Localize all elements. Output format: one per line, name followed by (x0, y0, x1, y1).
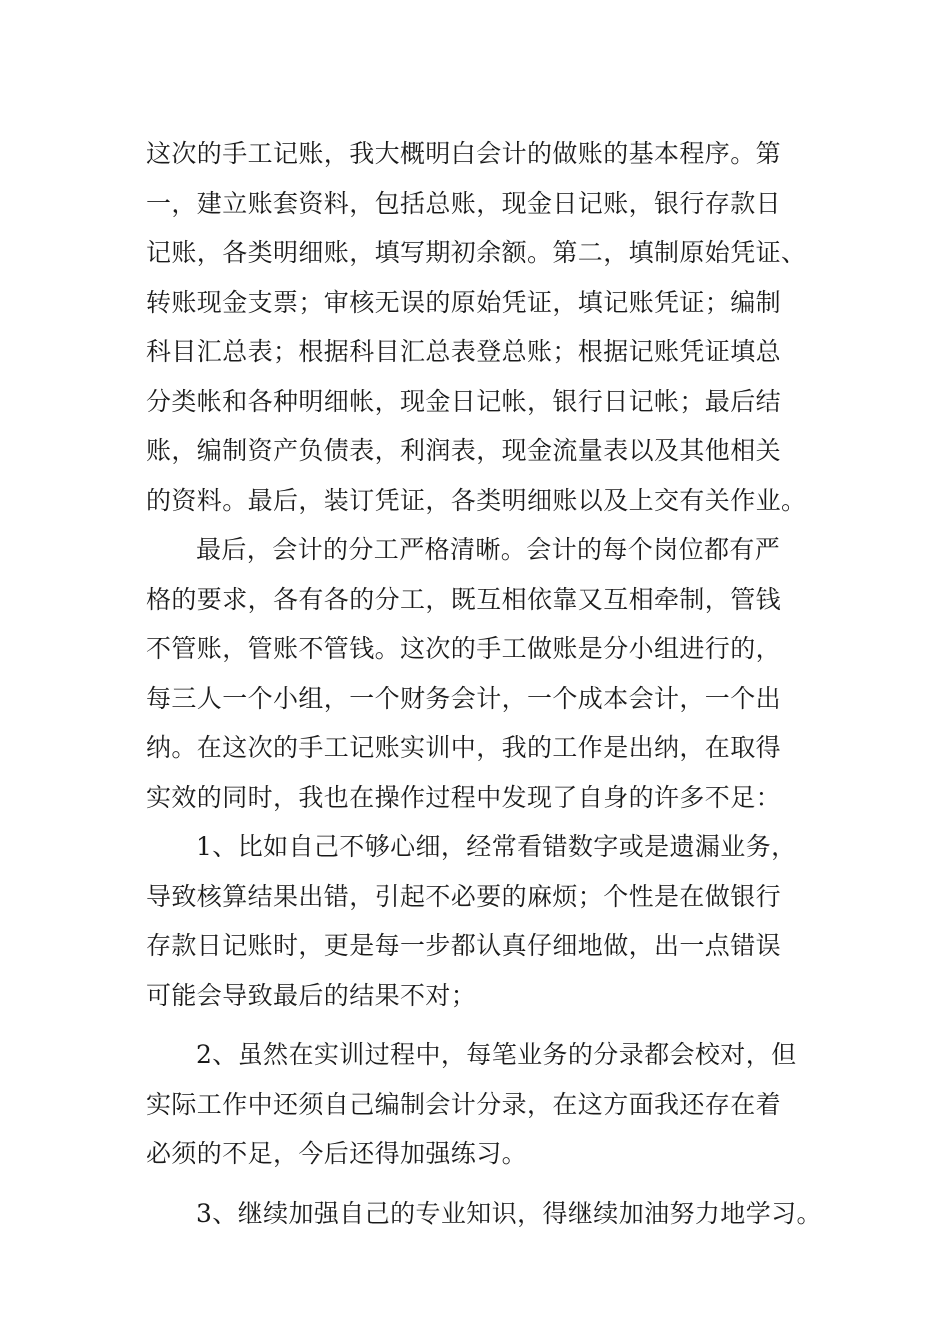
text-line: 实际工作中还须自己编制会计分录，在这方面我还存在着 (146, 1089, 782, 1119)
paragraph-start-line: 最后，会计的分工严格清晰。会计的每个岗位都有严 (196, 535, 781, 564)
paragraph-gap (146, 1020, 816, 1030)
text-line: 必须的不足，今后还得加强练习。 (146, 1139, 528, 1168)
text-line: 的资料。最后，装订凭证，各类明细账以及上交有关作业。 (146, 485, 807, 515)
text-line: 格的要求，各有各的分工，既互相依靠又互相牵制，管钱 (146, 584, 782, 614)
text-line: 导致核算结果出错，引起不必要的麻烦；个性是在做银行 (146, 881, 782, 911)
text-line: 记账，各类明细账，填写期初余额。第二，填制原始凭证、 (146, 238, 807, 267)
text-line: 纳。在这次的手工记账实训中，我的工作是出纳，在取得 (146, 733, 782, 762)
text-line: 不管账，管账不管钱。这次的手工做账是分小组进行的， (146, 634, 782, 663)
text-line: 转账现金支票；审核无误的原始凭证，填记账凭证；编制 (146, 287, 782, 317)
text-line: 科目汇总表；根据科目汇总表登总账；根据记账凭证填总 (146, 337, 782, 366)
paragraph-gap (146, 1179, 816, 1189)
text-line: 账，编制资产负债表，利润表，现金流量表以及其他相关 (146, 436, 782, 465)
text-line: 分类帐和各种明细帐，现金日记帐，银行日记帐；最后结 (146, 386, 782, 416)
text-line: 这次的手工记账，我大概明白会计的做账的基本程序。第 (146, 139, 782, 168)
list-item-1-line: 1、比如自己不够心细，经常看错数字或是遗漏业务， (196, 832, 797, 861)
text-line: 一，建立账套资料，包括总账，现金日记账，银行存款日 (146, 188, 782, 218)
text-line: 实效的同时，我也在操作过程中发现了自身的许多不足： (146, 782, 782, 812)
text-line: 存款日记账时，更是每一步都认真仔细地做，出一点错误 (146, 931, 782, 960)
text-line: 每三人一个小组，一个财务会计，一个成本会计，一个出 (146, 683, 782, 713)
text-line: 可能会导致最后的结果不对； (146, 980, 477, 1010)
list-item-3-line: 3、继续加强自己的专业知识，得继续加油努力地学习。 (196, 1198, 822, 1228)
list-item-2-line: 2、虽然在实训过程中，每笔业务的分录都会校对，但 (196, 1040, 797, 1069)
body-text (146, 129, 822, 1238)
